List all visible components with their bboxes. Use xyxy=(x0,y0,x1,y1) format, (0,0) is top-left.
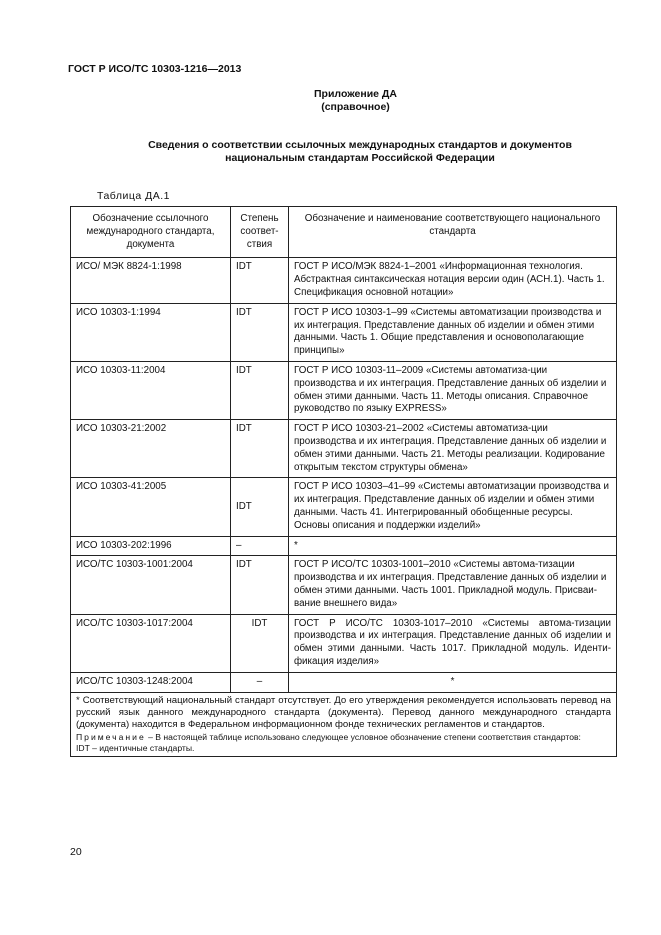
cell-ref: ИСО/ТС 10303-1001:2004 xyxy=(71,556,231,614)
cell-national: ГОСТ Р ИСО/ТС 10303-1017–2010 «Системы автома-тизации производства и их интеграция. Представление данных об изделии и обмен этими данными. Часть 1017. Прикладной модуль. Иденти-фикация изделия» xyxy=(289,614,617,672)
note xyxy=(76,732,611,743)
cell-national: * xyxy=(289,672,617,692)
section-title-line1: Сведения о соответствии ссылочных международных стандартов и документов xyxy=(148,139,572,151)
cell-ref: ИСО 10303-41:2005 xyxy=(71,478,231,536)
cell-degree: IDT xyxy=(231,420,289,478)
footnote: * Соответствующий национальный стандарт отсутствует. До его утверждения рекомендуется использовать перевод на русский язык данного международного стандарта (документа). Перевод данного международного стандарта (документа) находится в Федеральном информационном фонде технических регламентов и стандартов. xyxy=(76,694,611,731)
correspondence-table xyxy=(70,206,617,757)
header-degree: Степень соответ-ствия xyxy=(231,207,289,258)
header-national: Обозначение и наименование соответствующего национального стандарта xyxy=(289,207,617,258)
table-notes xyxy=(71,692,617,756)
cell-degree: – xyxy=(231,536,289,556)
table-row xyxy=(71,556,617,614)
cell-ref: ИСО/ТС 10303-1248:2004 xyxy=(71,672,231,692)
cell-national: * xyxy=(289,536,617,556)
table-header-row xyxy=(71,207,617,258)
page-number: 20 xyxy=(70,846,82,858)
document-header: ГОСТ Р ИСО/ТС 10303-1216—2013 xyxy=(68,63,242,75)
section-title xyxy=(100,139,620,165)
note-idt: IDT – идентичные стандарты. xyxy=(76,742,195,753)
table-caption: Таблица ДА.1 xyxy=(97,190,170,202)
note-text: – В настоящей таблице использовано следующее условное обозначение степени соответствия стандартов: xyxy=(148,731,581,742)
cell-ref: ИСО/ МЭК 8824-1:1998 xyxy=(71,258,231,303)
note-label: Примечание xyxy=(76,731,146,742)
table-notes-row xyxy=(71,692,617,756)
cell-ref: ИСО 10303-11:2004 xyxy=(71,361,231,419)
table-row xyxy=(71,361,617,419)
table-row xyxy=(71,478,617,536)
cell-ref: ИСО 10303-202:1996 xyxy=(71,536,231,556)
cell-ref: ИСО 10303-1:1994 xyxy=(71,303,231,361)
appendix-subtitle: (справочное) xyxy=(321,101,390,113)
cell-national: ГОСТ Р ИСО 10303–41–99 «Системы автоматизации производства и их интеграция. Представление данных об изделии и обмен этими данными. Часть 41. Интегрированный обобщенные ресурсы. Основы описания и поддержки изделий» xyxy=(289,478,617,536)
cell-ref: ИСО 10303-21:2002 xyxy=(71,420,231,478)
cell-national: ГОСТ Р ИСО 10303-21–2002 «Системы автоматиза-ции производства и их интеграция. Представление данных об изделии и обмен этими данными. Часть 21. Методы реализации. Кодирование открытым текстом структуры обмена» xyxy=(289,420,617,478)
cell-national: ГОСТ Р ИСО/ТС 10303-1001–2010 «Системы автома-тизации производства и их интеграция. Представление данных об изделии и обмен этими данными. Часть 1001. Прикладной модуль. Присваи-вание внешнего вида» xyxy=(289,556,617,614)
table-row xyxy=(71,536,617,556)
table-row xyxy=(71,614,617,672)
cell-ref: ИСО/ТС 10303-1017:2004 xyxy=(71,614,231,672)
cell-degree: IDT xyxy=(231,258,289,303)
cell-national: ГОСТ Р ИСО 10303-1–99 «Системы автоматизации производства и их интеграция. Представление данных об изделии и обмен этими данными. Часть 1. Общие представления и основополагающие принципы» xyxy=(289,303,617,361)
cell-degree: IDT xyxy=(231,361,289,419)
cell-degree: IDT xyxy=(231,303,289,361)
section-title-line2: национальным стандартам Российской Федерации xyxy=(225,152,495,164)
header-ref: Обозначение ссылочного международного стандарта, документа xyxy=(71,207,231,258)
cell-degree: IDT xyxy=(231,478,289,536)
cell-degree: – xyxy=(231,672,289,692)
appendix-title: Приложение ДА xyxy=(314,88,397,100)
appendix-heading xyxy=(0,88,661,114)
cell-national: ГОСТ Р ИСО/МЭК 8824-1–2001 «Информационная технология. Абстрактная синтаксическая нотация версии один (АСН.1). Часть 1. Спецификация основной нотации» xyxy=(289,258,617,303)
table-row xyxy=(71,420,617,478)
cell-degree: IDT xyxy=(231,556,289,614)
cell-national: ГОСТ Р ИСО 10303-11–2009 «Системы автоматиза-ции производства и их интеграция. Представление данных об изделии и обмен этими данными. Часть 11. Методы описания. Справочное руководство по языку EXPRESS» xyxy=(289,361,617,419)
table-row xyxy=(71,672,617,692)
table-row xyxy=(71,303,617,361)
cell-degree: IDT xyxy=(231,614,289,672)
table-row xyxy=(71,258,617,303)
